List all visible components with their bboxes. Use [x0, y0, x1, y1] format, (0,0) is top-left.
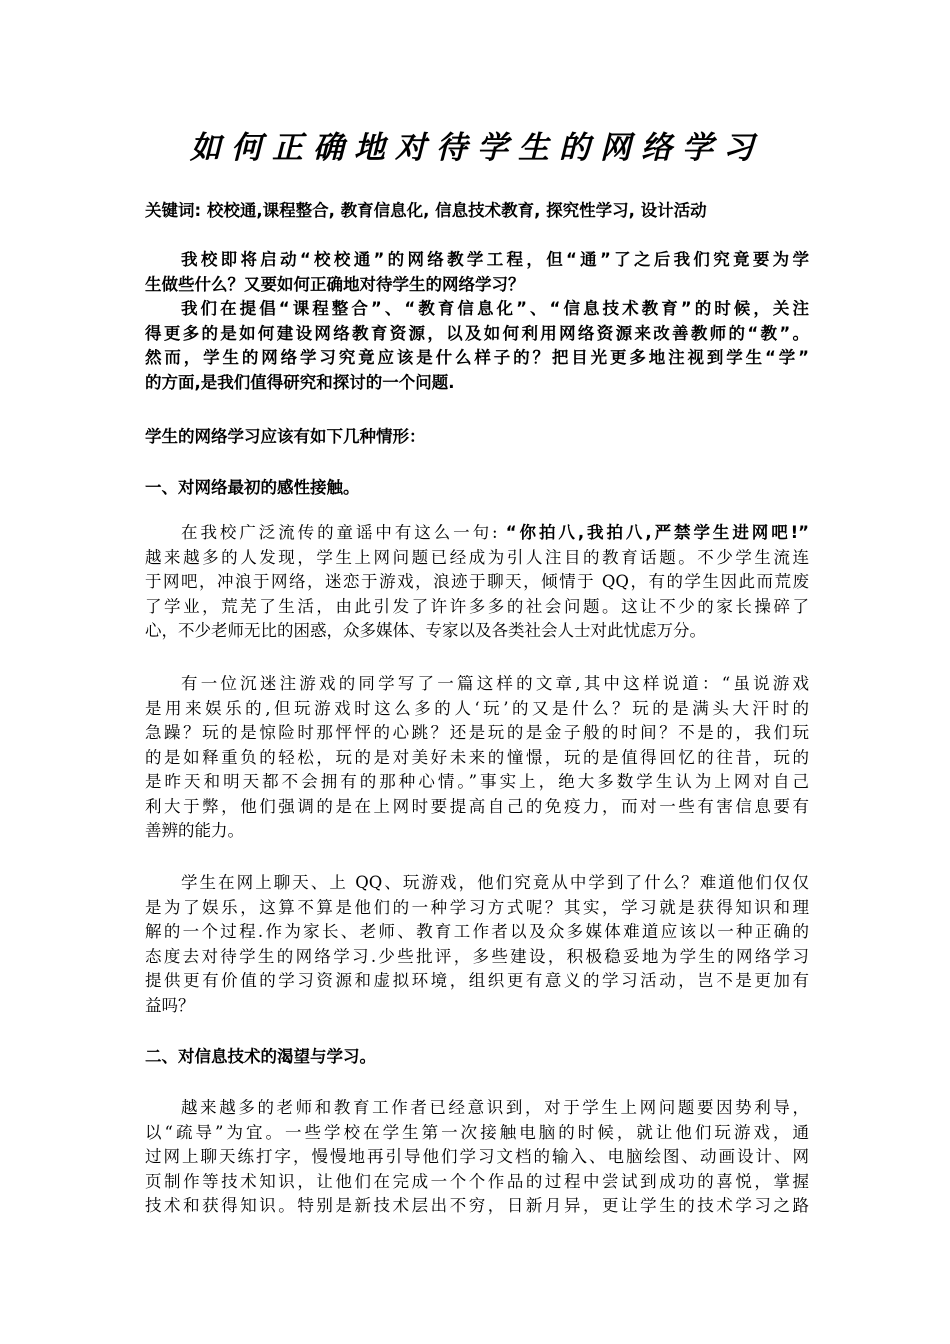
text-line: 提供更有价值的学习资源和虚拟环境，组织更有意义的学习活动，岂不是更加有 [145, 971, 809, 990]
text-line: 是用来娱乐的,但玩游戏时这么多的人‘玩’的又是什么？玩的是满头大汗时的 [145, 698, 809, 718]
keywords-line: 关键词: 校校通,课程整合, 教育信息化, 信息技术教育, 探究性学习, 设计活动 [145, 201, 707, 220]
text-line: 以“疏导”为宜。一些学校在学生第一次接触电脑的时候，就让他们玩游戏，通 [145, 1122, 809, 1142]
text-fragment: 在我校广泛流传的童谣中有这么一句: [181, 523, 506, 542]
text-line: 的是如释重负的轻松，玩的是对美好未来的憧憬，玩的是值得回忆的往昔，玩的 [145, 747, 809, 767]
text-line: 善辨的能力。 [145, 821, 244, 840]
intro-paragraph-1 [145, 248, 809, 297]
section-1-paragraph-2 [145, 672, 809, 844]
text-line: 是昨天和明天都不会拥有的那种心情。”事实上，绝大多数学生认为上网对自己 [145, 772, 809, 791]
text-line: 我们在提倡“课程整合”、“教育信息化”、“信息技术教育”的时候，关注 [181, 299, 809, 318]
text-line: 是为了娱乐，这算不算是他们的一种学习方式呢？其实，学习就是获得知识和理 [145, 897, 809, 917]
text-line: 然而，学生的网络学习究竟应该是什么样子的？把目光更多地注视到学生“学” [145, 348, 809, 367]
text-line: 利大于弊，他们强调的是在上网时要提高自己的免疫力，而对一些有害信息要有 [145, 796, 809, 816]
text-line: 的方面,是我们值得研究和探讨的一个问题. [145, 372, 455, 392]
section-1-paragraph-3 [145, 871, 809, 1018]
text-line: 解的一个过程.作为家长、老师、教育工作者以及众多媒体难道应该以一种正确的 [145, 922, 809, 941]
text-line: 得更多的是如何建设网络教育资源，以及如何利用网络资源来改善教师的“教”。 [145, 323, 809, 343]
text-line: 态度去对待学生的网络学习.少些批评，多些建设，积极稳妥地为学生的网络学习 [145, 946, 809, 966]
text-line: 学生在网上聊天、上 QQ、玩游戏，他们究竟从中学到了什么？难道他们仅仅 [181, 873, 809, 892]
section-1-paragraph-1 [145, 521, 809, 644]
section-1-heading: 一、对网络最初的感性接触。 [145, 478, 360, 497]
page-title: 如何正确地对待学生的网络学习 [190, 130, 764, 166]
text-line: 益吗？ [145, 995, 195, 1015]
text-line: 生做些什么？又要如何正确地对待学生的网络学习？ [145, 274, 525, 294]
text-line: 越来越多的老师和教育工作者已经意识到，对于学生上网问题要因势利导， [181, 1098, 809, 1117]
text-line: 了学业，荒芜了生活，由此引发了许许多多的社会问题。这让不少的家长操碎了 [145, 596, 809, 616]
text-line: 心，不少老师无比的困惑，众多媒体、专家以及各类社会人士对此忧虑万分。 [145, 621, 706, 640]
section-2-paragraph-1 [145, 1096, 809, 1219]
text-line: 技术和获得知识。特别是新技术层出不穷，日新月异，更让学生的技术学习之路 [145, 1196, 809, 1215]
text-line: 于网吧，冲浪于网络，迷恋于游戏，浪迹于聊天，倾情于 QQ，有的学生因此而荒废 [145, 572, 809, 591]
text-line: 过网上聊天练打字，慢慢地再引导他们学习文档的输入、电脑绘图、动画设计、网 [145, 1147, 809, 1166]
text-line: 有一位沉迷注游戏的同学写了一篇这样的文章,其中这样说道：“虽说游戏 [181, 674, 809, 693]
text-line: 我校即将启动“校校通”的网络教学工程，但“通”了之后我们究竟要为学 [181, 250, 809, 269]
quoted-rhyme: “你拍八,我拍八,严禁学生进网吧!” [505, 523, 809, 542]
text-line: 页制作等技术知识，让他们在完成一个个作品的过程中尝试到成功的喜悦，掌握 [145, 1171, 809, 1191]
text-line: 越来越多的人发现，学生上网问题已经成为引人注目的教育话题。不少学生流连 [145, 547, 809, 567]
text-line: 急躁？玩的是惊险时那怦怦的心跳？还是玩的是金子般的时间？不是的，我们玩 [145, 723, 809, 742]
section-2-heading: 二、对信息技术的渴望与学习。 [145, 1047, 376, 1066]
text-line [145, 521, 809, 546]
intro-paragraph-2 [145, 297, 809, 395]
situations-intro: 学生的网络学习应该有如下几种情形： [145, 427, 426, 446]
